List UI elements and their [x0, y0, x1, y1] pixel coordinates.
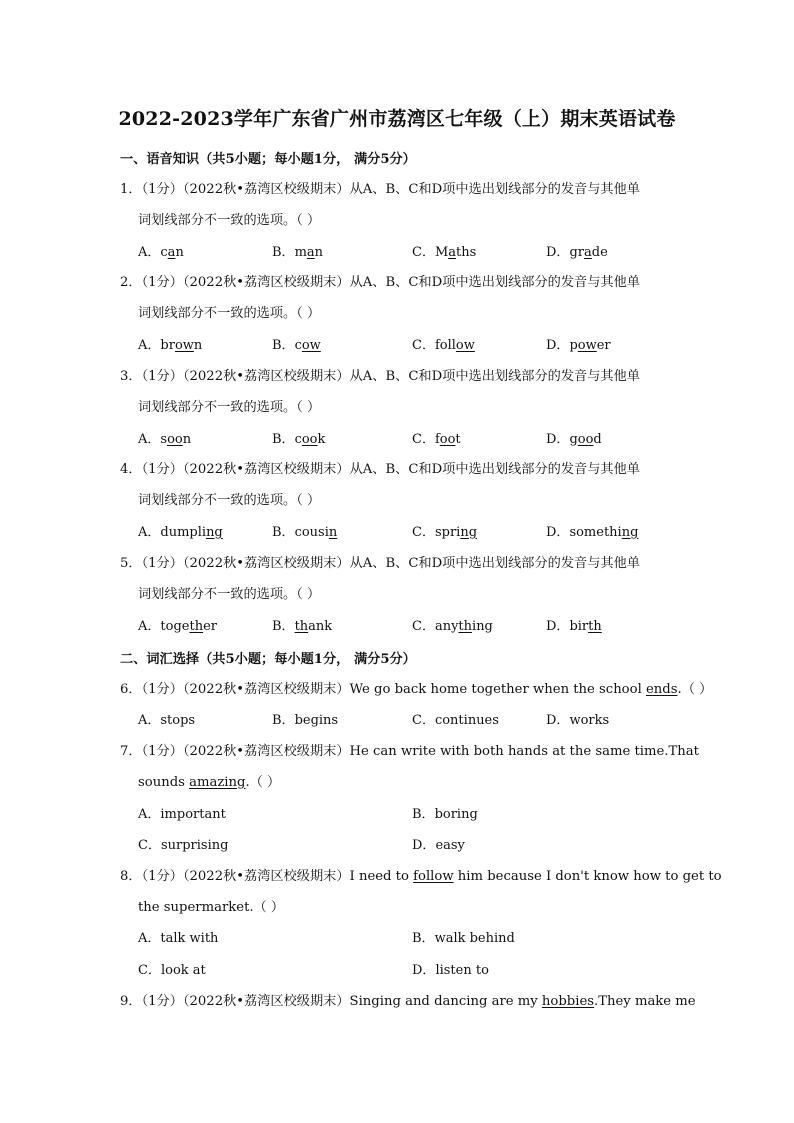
option-letter: C．	[412, 338, 435, 353]
question-7	[120, 740, 699, 759]
option-text: any	[434, 619, 459, 634]
question-text: 从A、B、C和D项中选出划线部分的发音与其他单	[349, 275, 640, 290]
question-9: 9．（1分）（2022秋•荔湾区校级期末）Singing and dancing are my hobbies.They make me	[120, 994, 696, 1009]
option-text: ing	[472, 619, 493, 634]
question-source: （1分）（2022秋•荔湾区校级期末）	[141, 462, 350, 477]
option-b[interactable]	[272, 241, 323, 260]
question-text: 从A、B、C和D项中选出划线部分的发音与其他单	[349, 182, 640, 197]
question-text: 从A、B、C和D项中选出划线部分的发音与其他单	[349, 369, 640, 384]
underlined-word: follow	[413, 869, 454, 884]
option-text: n	[175, 245, 184, 260]
underlined-letters: oo	[167, 432, 183, 447]
option-text: f	[434, 432, 440, 447]
option-a[interactable]: A．talk with	[138, 931, 219, 946]
option-text: M	[434, 245, 449, 260]
option-letter: A．	[138, 525, 161, 540]
option-c[interactable]	[412, 428, 461, 447]
option-d[interactable]	[546, 615, 602, 634]
option-c[interactable]	[412, 334, 475, 353]
page-title: 2022-2023学年广东省广州市荔湾区七年级（上）期末英语试卷	[118, 108, 676, 130]
option-b[interactable]	[272, 334, 321, 353]
underlined-letters: th	[458, 619, 473, 634]
option-d[interactable]	[546, 428, 602, 447]
underlined-letters: ng	[206, 525, 223, 540]
question-source: （1分）（2022秋•荔湾区校级期末）	[141, 682, 350, 697]
question-number: 7．	[120, 744, 142, 759]
underlined-letters: ow	[174, 338, 194, 353]
underlined-letters: a	[448, 245, 457, 260]
option-letter: B．	[272, 525, 295, 540]
question-number: 3．	[120, 369, 142, 384]
option-letter: D．	[546, 432, 570, 447]
option-text: er	[203, 619, 217, 634]
option-text: somethi	[569, 525, 622, 540]
option-text: n	[193, 338, 203, 353]
question-7-cont: sounds amazing.（ ）	[138, 775, 281, 790]
option-text: cousi	[294, 525, 329, 540]
option-d[interactable]	[546, 521, 638, 540]
option-text: foll	[434, 338, 456, 353]
question-source: （1分）（2022秋•荔湾区校级期末）	[141, 556, 350, 571]
option-b[interactable]	[272, 521, 337, 540]
option-text: bir	[569, 619, 589, 634]
option-text: ank	[308, 619, 333, 634]
option-text: t	[455, 432, 461, 447]
question-text: He can write with both hands at the same time.That	[349, 744, 699, 759]
section-header-phonetics: 一、语音知识（共5小题；每小题1分， 满分5分）	[120, 152, 416, 167]
question-number: 2．	[120, 275, 142, 290]
option-letter: C．	[412, 245, 435, 260]
underlined-letters: oo	[301, 432, 318, 447]
option-letter: A．	[138, 245, 161, 260]
option-a[interactable]: A．stops	[138, 713, 196, 728]
option-a[interactable]: A．important	[138, 807, 226, 822]
question-text: 从A、B、C和D项中选出划线部分的发音与其他单	[349, 462, 640, 477]
option-letter: C．	[412, 432, 435, 447]
option-a[interactable]	[138, 428, 191, 447]
option-c[interactable]: C．continues	[412, 713, 499, 728]
option-text: n	[182, 432, 192, 447]
underlined-letters: th	[588, 619, 602, 634]
option-c[interactable]	[412, 521, 477, 540]
option-letter: B．	[272, 619, 295, 634]
option-text: s	[160, 432, 168, 447]
option-letter: A．	[138, 338, 161, 353]
option-letter: B．	[272, 432, 295, 447]
question-text: 从A、B、C和D项中选出划线部分的发音与其他单	[349, 556, 640, 571]
question-number: 6．	[120, 682, 142, 697]
underlined-letters: a	[583, 245, 592, 260]
underlined-letters: n	[328, 525, 338, 540]
option-text: ths	[456, 245, 477, 260]
option-letter: D．	[546, 525, 570, 540]
underlined-word: ends	[645, 682, 678, 697]
option-a[interactable]	[138, 521, 223, 540]
option-a[interactable]	[138, 334, 202, 353]
option-d[interactable]: D．listen to	[412, 963, 489, 978]
underlined-letters: ng	[460, 525, 478, 540]
option-text: br	[160, 338, 175, 353]
option-c[interactable]	[412, 615, 493, 634]
question-source: （1分）（2022秋•荔湾区校级期末）	[141, 182, 350, 197]
option-text: n	[314, 245, 324, 260]
underlined-letters: ow	[577, 338, 597, 353]
question-8-cont: the supermarket.（ ）	[138, 900, 285, 915]
option-letter: C．	[412, 525, 435, 540]
option-text: dumpli	[160, 525, 207, 540]
option-letter: A．	[138, 619, 161, 634]
option-b[interactable]: B．walk behind	[412, 931, 515, 946]
underlined-letters: ng	[621, 525, 639, 540]
option-letter: D．	[546, 338, 570, 353]
option-text: c	[294, 432, 302, 447]
option-text: c	[294, 338, 302, 353]
option-d[interactable]: D．easy	[412, 838, 465, 853]
underlined-word: amazing	[189, 775, 246, 790]
option-c[interactable]: C．look at	[138, 963, 206, 978]
question-source: （1分）（2022秋•荔湾区校级期末）	[141, 369, 350, 384]
option-text: de	[591, 245, 608, 260]
question-4	[120, 458, 676, 477]
question-number: 8．	[120, 869, 142, 884]
question-text-end: .（ ）	[677, 682, 713, 697]
underlined-letters: ow	[455, 338, 475, 353]
underlined-letters: oo	[577, 432, 594, 447]
option-text: g	[569, 432, 578, 447]
underlined-letters: oo	[439, 432, 456, 447]
question-number: 4．	[120, 462, 142, 477]
option-letter: D．	[546, 245, 570, 260]
question-5-cont: 词划线部分不一致的选项。（ ）	[138, 587, 321, 602]
question-source: （1分）（2022秋•荔湾区校级期末）	[141, 994, 350, 1009]
question-number: 1．	[120, 182, 142, 197]
option-d[interactable]: D．works	[546, 713, 610, 728]
question-2-cont: 词划线部分不一致的选项。（ ）	[138, 306, 321, 321]
section-header-vocabulary: 二、词汇选择（共5小题；每小题1分， 满分5分）	[120, 652, 416, 667]
underlined-letters: ow	[301, 338, 321, 353]
option-letter: B．	[272, 245, 295, 260]
option-letter: B．	[272, 338, 295, 353]
question-6	[120, 678, 713, 697]
question-8: 8．（1分）（2022秋•荔湾区校级期末）I need to follow him because I don't know how to get to	[120, 869, 722, 884]
option-b[interactable]	[272, 615, 332, 634]
option-c[interactable]: C．surprising	[138, 838, 229, 853]
question-source: （1分）（2022秋•荔湾区校级期末）	[141, 869, 350, 884]
question-4-cont: 词划线部分不一致的选项。（ ）	[138, 493, 321, 508]
option-text: er	[596, 338, 611, 353]
option-b[interactable]	[272, 428, 325, 447]
option-text: k	[317, 432, 326, 447]
question-5	[120, 552, 676, 571]
option-text: toge	[160, 619, 190, 634]
option-letter: A．	[138, 432, 161, 447]
question-number: 5．	[120, 556, 142, 571]
option-text: d	[593, 432, 602, 447]
question-2	[120, 271, 676, 290]
underlined-letters: a	[167, 245, 176, 260]
underlined-word: hobbies	[541, 994, 595, 1009]
underlined-letters: a	[306, 245, 315, 260]
option-text: spri	[434, 525, 461, 540]
option-b[interactable]: B．boring	[412, 807, 478, 822]
option-text: p	[569, 338, 578, 353]
option-b[interactable]: B．begins	[272, 713, 339, 728]
option-text: m	[294, 245, 307, 260]
option-text: c	[160, 245, 168, 260]
option-letter: D．	[546, 619, 570, 634]
question-text: We go back home together when the school	[349, 682, 646, 697]
option-d[interactable]	[546, 241, 608, 260]
question-3	[120, 365, 676, 384]
option-a[interactable]	[138, 241, 184, 260]
question-1-cont: 词划线部分不一致的选项。（ ）	[138, 213, 321, 228]
question-source: （1分）（2022秋•荔湾区校级期末）	[141, 744, 350, 759]
question-1	[120, 178, 676, 197]
option-d[interactable]	[546, 334, 611, 353]
option-c[interactable]	[412, 241, 476, 260]
option-text: gr	[569, 245, 584, 260]
question-source: （1分）（2022秋•荔湾区校级期末）	[141, 275, 350, 290]
option-a[interactable]	[138, 615, 217, 634]
underlined-letters: th	[189, 619, 204, 634]
option-letter: C．	[412, 619, 435, 634]
question-number: 9．	[120, 994, 142, 1009]
underlined-letters: th	[294, 619, 309, 634]
question-3-cont: 词划线部分不一致的选项。（ ）	[138, 400, 321, 415]
